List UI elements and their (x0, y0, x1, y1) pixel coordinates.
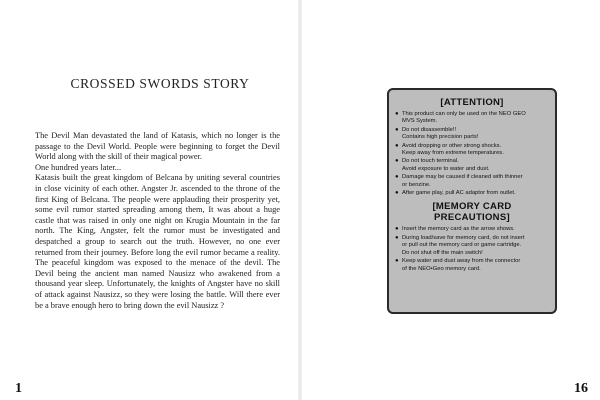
bullet-icon: ● (395, 258, 399, 265)
notice-item (395, 190, 549, 197)
notice-line: This product can only be used on the NEO GEO (402, 111, 526, 117)
notice-line: of the NEO•Geo memory card. (402, 265, 481, 272)
notice-line: Do not disassemble!! (402, 126, 457, 133)
notice-line: Contains high precision parts! (402, 134, 479, 141)
attention-heading: [ATTENTION] (440, 97, 504, 108)
notice-line: Insert the memory card as the arrow shows. (402, 226, 515, 233)
notice-line: Do not shut off the main switch! (402, 249, 483, 256)
story-paragraph: Katasis built the great kingdom of Belcana by uniting several countries in close vicinity of each other. Angster Jr. ascended to the throne of the first King of Belcana. The people were applauding their prosperity yet, some evil rumor started spreading among them, It was about a huge castle that was raised in only one night on Krugia Mountain in the far north. The King, Angster, felt the rumor must be investigated and despatched a group to search out the truth. However, no one ever returned from their journey. Before long the evil rumor became a reality. The peaceful kingdom was exposed to the menace of the devil. The Devil being the ancient man named Nausizz who awakened from a thousand year sleep. Unfortunately, the knights of Angster have no skill of attack against Nausizz, so they were losing the battle. Will there ever be a brave enough hero to bring down the evil Nausizz ? (35, 173, 280, 310)
bullet-icon: ● (395, 226, 399, 233)
bullet-icon: ● (395, 158, 399, 165)
notice-item (395, 235, 549, 257)
notice-item (395, 111, 549, 126)
notice-item (395, 258, 549, 273)
bullet-icon: ● (395, 111, 399, 117)
notice-item (395, 174, 549, 189)
bullet-icon: ● (395, 174, 399, 181)
notice-box (387, 88, 557, 314)
story-title: CROSSED SWORDS STORY (70, 76, 250, 91)
notice-line: Do not touch terminal. (402, 158, 459, 165)
notice-line: or benzine. (402, 181, 431, 188)
memory-card-heading: [MEMORY CARD PRECAUTIONS] (432, 201, 512, 224)
story-body (35, 131, 280, 311)
notice-line: Damage may be caused if cleaned with thinner (402, 174, 523, 181)
bullet-icon: ● (395, 126, 399, 133)
story-paragraph: One hundred years later... (35, 162, 122, 172)
notice-line: or pull out the memory card or game cartridge. (402, 242, 522, 249)
right-page (300, 0, 600, 400)
notice-line: Avoid dropping or other strong shocks. (402, 142, 502, 149)
notice-line: After game play, pull AC adaptor from outlet. (402, 190, 516, 197)
notice-item (395, 158, 549, 173)
notice-item (395, 226, 549, 233)
notice-line: Avoid exposure to water and dust. (402, 165, 490, 172)
attention-list (395, 111, 549, 197)
memory-card-list (395, 226, 549, 272)
notice-line: During load/save for memory card, do not insert (402, 234, 525, 241)
bullet-icon: ● (395, 234, 399, 241)
bullet-icon: ● (395, 190, 399, 197)
page-number-left: 1 (15, 381, 22, 396)
notice-item (395, 143, 549, 158)
bullet-icon: ● (395, 142, 399, 149)
story-paragraph: The Devil Man devastated the land of Katasis, which no longer is the passage to the Devil World. People were beginning to forget the Devil World along with the skill of their magical power. (35, 131, 280, 162)
notice-item (395, 127, 549, 142)
notice-line: MVS System. (402, 118, 438, 125)
notice-line: Keep water and dust away from the connector (402, 258, 521, 265)
page-number-right: 16 (574, 381, 588, 396)
notice-line: Keep away from extreme temperatures. (402, 150, 504, 157)
